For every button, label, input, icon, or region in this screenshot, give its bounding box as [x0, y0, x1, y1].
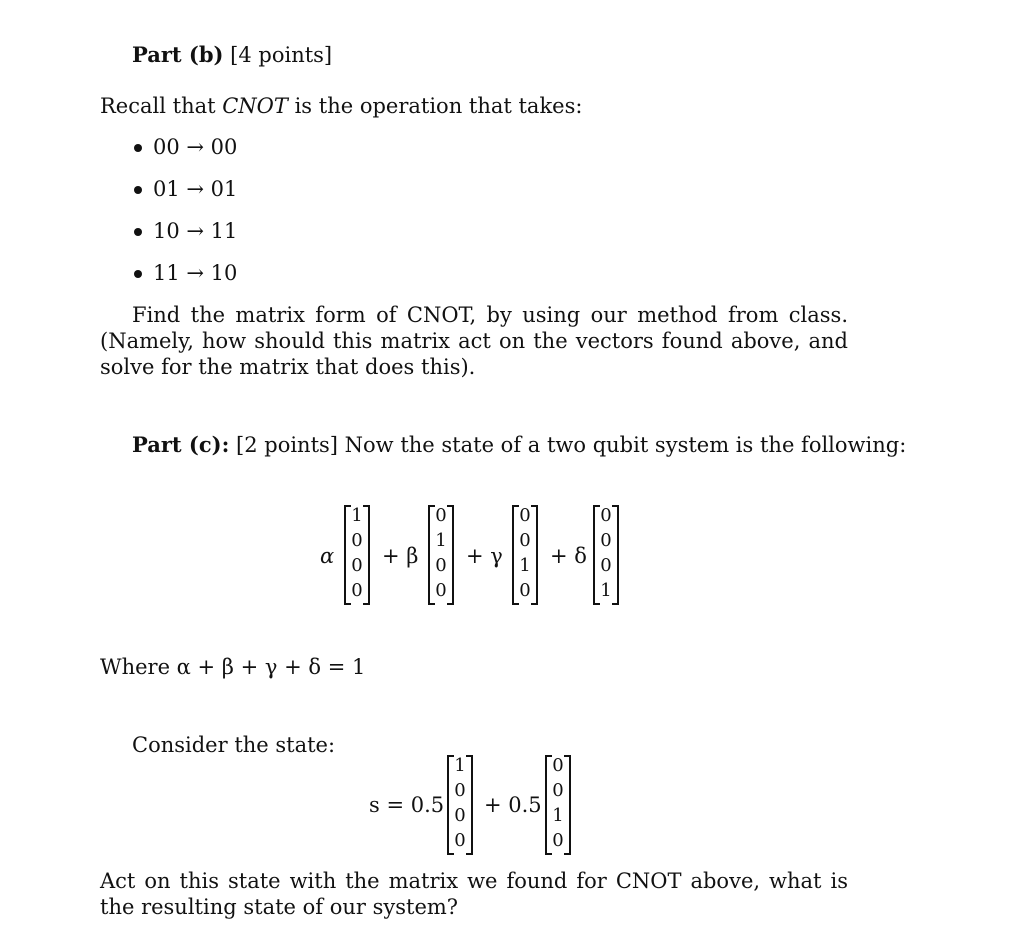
- vector-entry: 0: [454, 805, 466, 826]
- vector-entry: 0: [552, 755, 564, 776]
- cnot-symbol: CNOT: [222, 94, 288, 118]
- vector-entry: 0: [552, 830, 564, 851]
- vector-entry: 0: [600, 555, 612, 576]
- part-b-instruction: Find the matrix form of CNOT, by using our method from class. (Namely, how should this matrix act on the vectors found above, and solve for the matrix that does this).: [100, 303, 848, 379]
- s-vector-00: [447, 755, 473, 855]
- basis-vector-01: [428, 505, 454, 605]
- normalization-constraint: Where α + β + γ + δ = 1: [100, 655, 366, 679]
- vector-entry: 0: [435, 505, 447, 526]
- coef-beta: + β: [382, 544, 419, 568]
- part-c-question: Act on this state with the matrix we found for CNOT above, what is the resulting state of our system?: [100, 869, 848, 919]
- coef-gamma: + γ: [466, 544, 503, 568]
- s-coef-2: + 0.5: [484, 793, 542, 817]
- mapping-item: 01 → 01: [153, 177, 238, 201]
- part-b-intro-prefix: Recall that: [100, 94, 223, 118]
- mapping-item: 00 → 00: [153, 135, 238, 159]
- vector-entry: 0: [435, 580, 447, 601]
- vector-entry: 0: [351, 530, 363, 551]
- part-c-label: Part (c):: [132, 432, 230, 457]
- vector-entry: 0: [600, 530, 612, 551]
- basis-vector-00: [344, 505, 370, 605]
- vector-entry: 0: [552, 780, 564, 801]
- consider-label: Consider the state:: [132, 733, 336, 757]
- vector-entry: 0: [454, 830, 466, 851]
- bullet-icon: [134, 270, 142, 278]
- vector-entry: 1: [600, 580, 612, 601]
- basis-vector-10: [512, 505, 538, 605]
- vector-entry: 0: [519, 505, 531, 526]
- s-coef-1: s = 0.5: [369, 793, 445, 817]
- vector-entry: 1: [454, 755, 466, 776]
- vector-entry: 1: [435, 530, 447, 551]
- vector-entry: 0: [435, 555, 447, 576]
- basis-vector-11: [593, 505, 619, 605]
- part-b-intro: [100, 94, 582, 118]
- s-vector-10: [545, 755, 571, 855]
- part-c-heading: [132, 432, 906, 457]
- part-b-heading: [132, 42, 332, 67]
- mapping-item: 11 → 10: [153, 261, 238, 285]
- vector-entry: 0: [351, 555, 363, 576]
- bullet-icon: [134, 228, 142, 236]
- part-b-points: [4 points]: [230, 43, 333, 67]
- part-c-intro: Now the state of a two qubit system is the following:: [337, 433, 907, 457]
- part-b-intro-suffix: is the operation that takes:: [287, 94, 583, 118]
- coef-alpha: α: [320, 544, 335, 568]
- bullet-icon: [134, 186, 142, 194]
- vector-entry: 1: [552, 805, 564, 826]
- vector-entry: 1: [519, 555, 531, 576]
- vector-entry: 1: [351, 505, 363, 526]
- coef-delta: + δ: [550, 544, 587, 568]
- part-b-label: Part (b): [132, 42, 224, 67]
- part-c-points: [2 points]: [236, 433, 338, 457]
- vector-entry: 0: [519, 580, 531, 601]
- vector-entry: 0: [454, 780, 466, 801]
- vector-entry: 0: [351, 580, 363, 601]
- vector-entry: 0: [519, 530, 531, 551]
- bullet-icon: [134, 144, 142, 152]
- mapping-item: 10 → 11: [153, 219, 238, 243]
- vector-entry: 0: [600, 505, 612, 526]
